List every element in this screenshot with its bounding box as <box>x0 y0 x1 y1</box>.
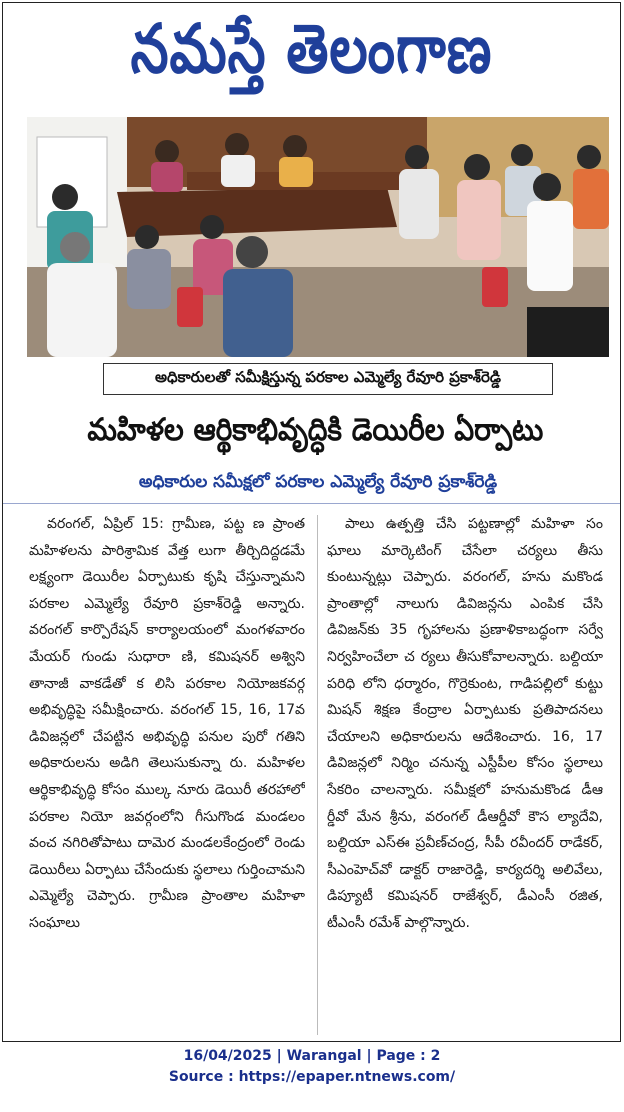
subhead-divider <box>3 503 620 504</box>
article-text-right: పాలు ఉత్పత్తి చేసి పట్టణాల్లో మహిళా సం ఘాలు మార్కెటింగ్‌ చేసేలా చర్యలు తీసు కుంటున్నట్లు చెప్పారు. వరంగల్‌, హను మకొండ ప్రాంతాల్లో నాలుగు డివిజన్లను ఎంపిక చేసి డివిజన్‌కు 35 గృహాలను ప్రణాళికాబద్ధంగా సర్వే నిర్వహించేలా చ ర్యలు తీసుకోవాలన్నారు. బల్దియా పరిధి లోని ధర్మారం, గొర్రెకుంట, గాడిపల్లిలో కుట్టు మిషన్‌ శిక్షణ కేంద్రాల ఏర్పాటుకు ప్రతిపాదనలు చేయాలని అధికారులను ఆదేశించారు. 16, 17 డివిజన్లలో నిర్మిం చనున్న ఎస్టీపీల కోసం స్థలాలు సేకరిం చాలన్నారు. సమీక్షలో హనుమకొండ డీఆ ర్డీవో మేన శ్రీను, వరంగల్‌ డీఆర్డీవో కౌస ల్యాదేవి, బల్దియా ఎస్‌ఈ ప్రవీణ్‌చంద్ర, సీపీ రవీందర్‌ రాడేకర్‌, సీఎంహెచ్‌వో డాక్టర్‌ రాజారెడ్డి, కార్యదర్శి అలివేలు, డిప్యూటీ కమిషనర్‌ రాజేశ్వర్‌, డీఎంసీ రజిత, టీఎంసీ రమేశ్‌ పాల్గొన్నారు. <box>327 516 603 931</box>
article-text-left: వరంగల్‌, ఏప్రిల్‌ 15: గ్రామీణ, పట్ట ణ ప్రాంత మహిళలను పారిశ్రామిక వేత్త లుగా తీర్చిదిద్దడమే లక్ష్యంగా డెయిరీల ఏర్పాటుకు కృషి చేస్తున్నామని పరకాల ఎమ్మెల్యే రేవూరి ప్రకాశ్‌రెడ్డి అన్నారు. వరంగల్‌ కార్పొరేషన్‌ కార్యాలయంలో మంగళవారం మేయర్‌ గుండు సుధారా ణి, కమిషనర్‌ అశ్విని తానాజీ వాకడేతో క లిసి పరకాల నియోజకవర్గ అభివృద్ధిపై సమీక్షించారు. వరంగల్‌ 15, 16, 17వ డివిజన్లలో చేపట్టిన అభివృద్ధి పనుల పురో గతిని అధికారులను అడిగి తెలుసుకున్నా రు. మహిళల ఆర్థికాభివృద్ధి కోసం ముల్క నూరు డెయిరీ తరహాలో పరకాల నియో జవర్గంలోని గీసుగొండ మండలం వంచ నగిరితోపాటు దామెర మండలకేంద్రంలో రెండు డెయిరీలు ఏర్పాటు చేసేందుకు స్థలాలు గుర్తించామని ఎమ్మెల్యే చెప్పారు. గ్రామీణ ప్రాంతాల మహిళా సంఘాలు <box>29 516 305 931</box>
subheadline-text: అధికారుల సమీక్షలో పరకాల ఎమ్మెల్యే రేవూరి ప్రకాశ్‌రెడ్డి <box>138 472 498 492</box>
meeting-photo <box>27 117 609 357</box>
footer-date-line: 16/04/2025 | Warangal | Page : 2 <box>183 1048 441 1064</box>
column-divider <box>317 515 318 1035</box>
meeting-photo-illustration <box>27 117 609 357</box>
subheadline <box>83 469 553 499</box>
headline-text: మహిళల ఆర్థికాభివృద్ధికి డెయిరీల ఏర్పాటు <box>87 411 543 448</box>
masthead-title: నమస్తే తెలంగాణ <box>130 8 493 88</box>
article-column-left <box>29 511 305 1039</box>
footer-source-line: Source : https://epaper.ntnews.com/ <box>168 1069 456 1085</box>
newspaper-clipping <box>2 2 621 1042</box>
article-column-right <box>327 511 603 1039</box>
headline <box>23 405 607 461</box>
photo-caption-text: అధికారులతో సమీక్షిస్తున్న పరకాల ఎమ్మెల్యే రేవూరి ప్రకాశ్‌రెడ్డి <box>155 368 501 386</box>
footer <box>0 1046 624 1088</box>
photo-caption <box>103 363 553 395</box>
masthead <box>3 3 620 111</box>
